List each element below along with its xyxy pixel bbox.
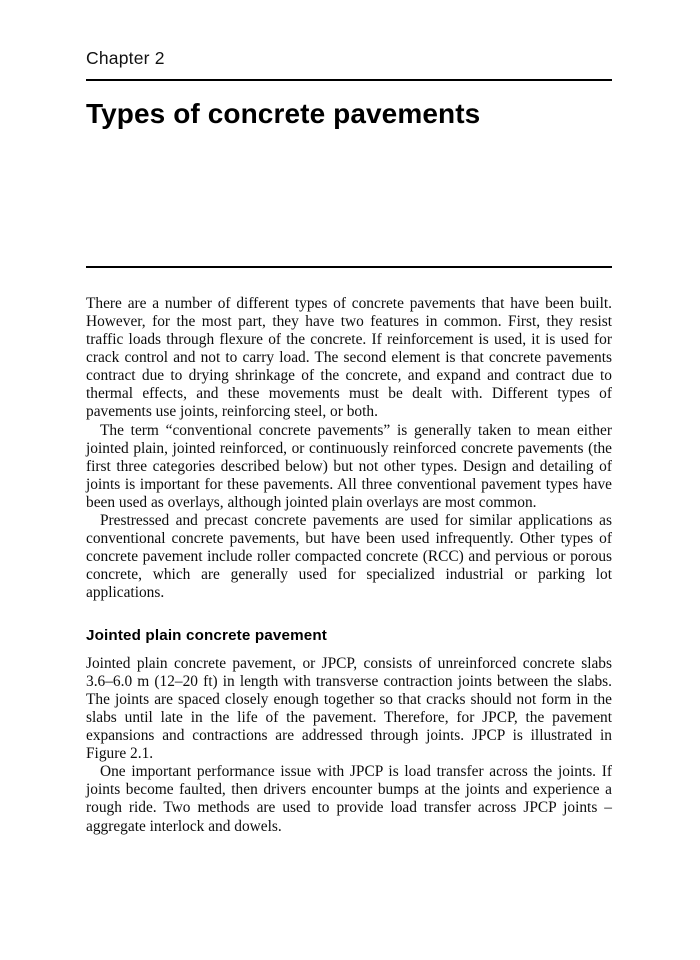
paragraph-prestressed: Prestressed and precast concrete pavements are used for similar applications as conventional concrete pavements, but have been used infrequently. Other types of concrete pavement include roller compacted concrete (RCC) and pervious or porous concrete, which are generally used for specialized industrial or parking lot applications. bbox=[86, 511, 612, 602]
paragraph-intro: There are a number of different types of concrete pavements that have been built. However, for the most part, they have two features in common. First, they resist traffic loads through flexure of the concrete. If reinforcement is used, it is used for crack control and not to carry load. The second element is that concrete pavements contract due to drying shrinkage of the concrete, and expand and contract due to thermal effects, and these movements must be dealt with. Different types of pavements use joints, reinforcing steel, or both. bbox=[86, 294, 612, 421]
paragraph-jpcp-load-transfer: One important performance issue with JPCP is load transfer across the joints. If joints become faulted, then drivers encounter bumps at the joints and experience a rough ride. Two methods are used to provide load transfer across JPCP joints – aggregate interlock and dowels. bbox=[86, 763, 612, 835]
title-block-spacer bbox=[86, 129, 612, 266]
chapter-label: Chapter 2 bbox=[86, 48, 165, 68]
section-heading: Jointed plain concrete pavement bbox=[86, 627, 327, 645]
page-content-column bbox=[86, 0, 612, 836]
page-title: Types of concrete pavements bbox=[86, 97, 481, 129]
paragraph-conventional: The term “conventional concrete pavements” is generally taken to mean either jointed plain, jointed reinforced, or continuously reinforced concrete pavements (the first three categories described below) but not other types. Design and detailing of joints is important for these pavements. All three conventional pavement types have been used as overlays, although jointed plain overlays are most common. bbox=[86, 421, 612, 511]
section-jointed-plain-concrete-pavement bbox=[86, 602, 612, 835]
chapter-header bbox=[86, 0, 612, 268]
paragraph-jpcp-definition: Jointed plain concrete pavement, or JPCP, consists of unreinforced concrete slabs 3.6–6.0 m (12–20 ft) in length with transverse contraction joints between the slabs. The joints are spaced closely enough together so that cracks should not form in the slabs until late in the life of the pavement. Therefore, for JPCP, the pavement expansions and contractions are addressed through joints. JPCP is illustrated in Figure 2.1. bbox=[86, 654, 612, 763]
body-text-block bbox=[86, 268, 612, 603]
